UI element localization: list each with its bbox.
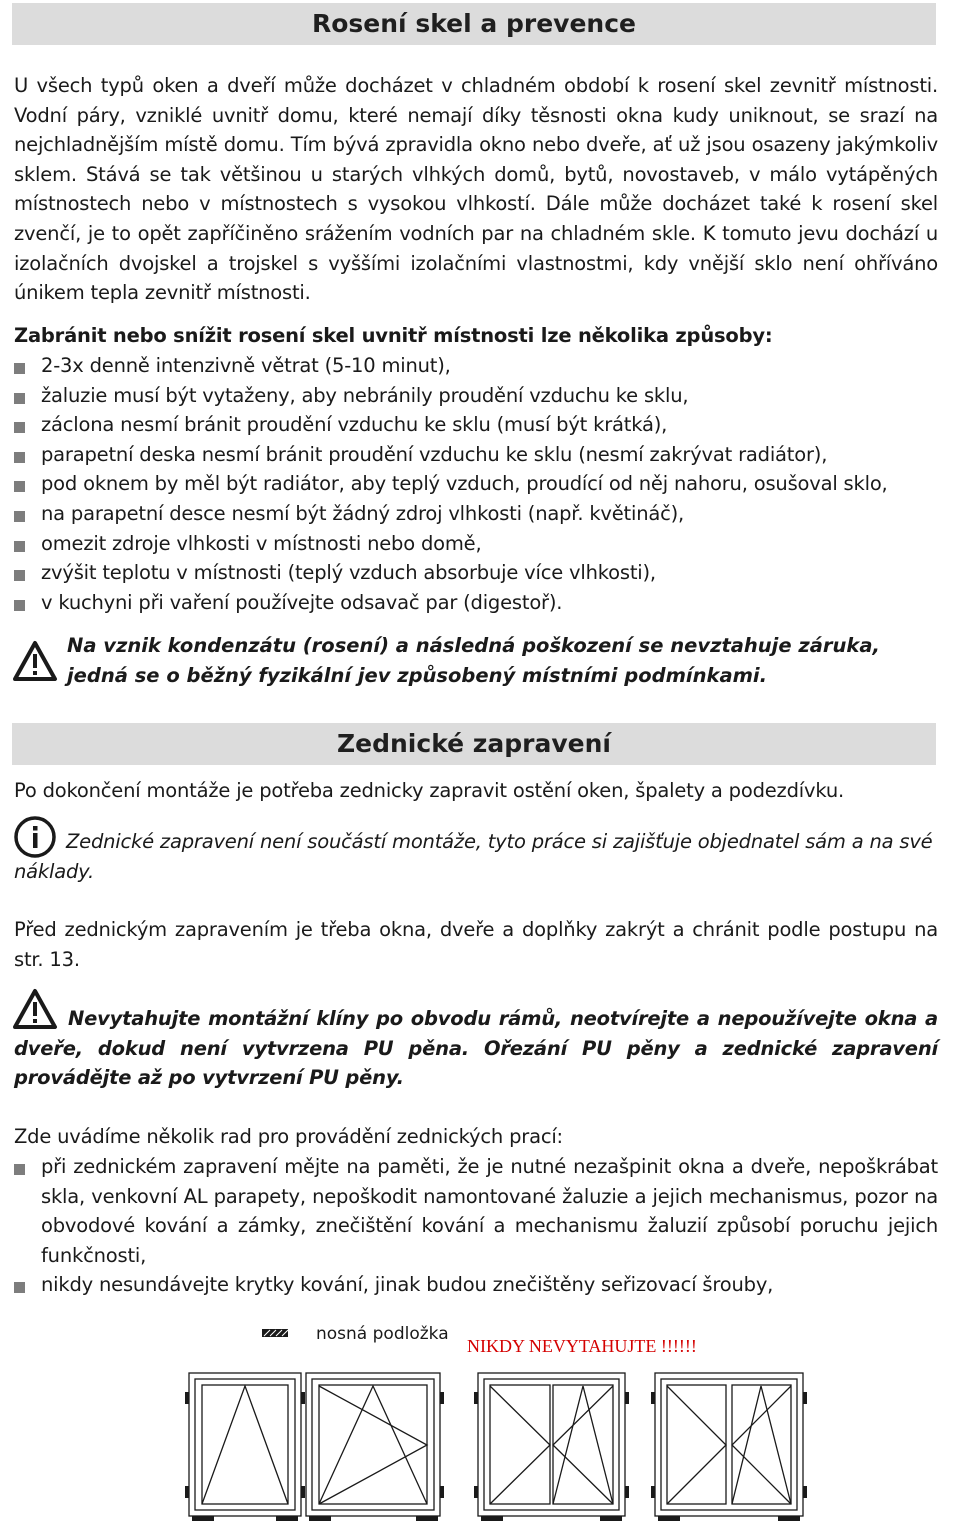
warranty-warning-line2: jedná se o běžný fyzikální jev způsobený místními podmínkami. — [67, 664, 768, 687]
finishing-intro: Po dokončení montáže je potřeba zednicky zapravit ostění oken, špalety a podezdívku. — [14, 779, 844, 802]
condensation-intro: U všech typů oken a dveří může docházet v chladném období k rosení skel zevnitř místnosti. Vodní páry, vzniklé uvnitř domu, které nemají díky těsnosti okna kudy uniknout, se srazí na nejchladnějším místě domu. Tím bývá zpravidla okno nebo dveře, ať už jsou osazeny jakýmkoliv sklem. Stává se tak většinou u starých vlhkých domů, bytů, novostaveb, v málo vytápěných místnostech nebo v místnostech s vysokou vlhkostí. Dále může docházet také k rosení skel zvenčí, je to opět zapříčiněno srážením vodních par na chladném skle. K tomuto jevu dochází u izolačních dvojskel a trojskel s vyššími izolačními vlastnostmi, kdy vnější sklo není ohříváno únikem tepla zevnitř místnosti. — [14, 74, 938, 305]
list-item: 2-3x denně intenzivně větrat (5-10 minut), — [14, 351, 938, 381]
window-diagram-tilt — [189, 1373, 301, 1516]
list-item: omezit zdroje vlhkosti v místnosti nebo domě, — [14, 529, 938, 559]
finishing-info-note: Zednické zapravení není součástí montáže, tyto práce si zajišťuje objednatel sám a na své náklady. — [14, 830, 933, 883]
prevention-heading: Zabránit nebo snížit rosení skel uvnitř místnosti lze několika způsoby: — [14, 324, 773, 347]
warning-icon — [12, 640, 58, 682]
prevention-list — [14, 351, 938, 617]
warranty-warning-line1: Na vznik kondenzátu (rosení) a následná poškození se nevztahuje záruka, — [67, 634, 880, 657]
list-item: v kuchyni při vaření používejte odsavač par (digestoř). — [14, 588, 938, 618]
finishing-protect-note: Před zednickým zapravením je třeba okna, dveře a doplňky zakrýt a chránit podle postupu na str. 13. — [14, 918, 938, 971]
list-item: zvýšit teplotu v místnosti (teplý vzduch absorbuje více vlhkosti), — [14, 558, 938, 588]
never-remove-note: NIKDY NEVYTAHUJTE !!!!!! — [467, 1336, 697, 1356]
list-item: při zednickém zapravení mějte na paměti, že je nutné nezašpinit okna a dveře, nepoškrábat skla, venkovní AL parapety, nepoškodit namontované žaluzie a jejich mechanismus, pozor na obvodové kování a zámky, znečištění kování a mechanismu žaluzií způsobí poruchu jejich funkčnosti, — [14, 1152, 938, 1270]
list-item: na parapetní desce nesmí být žádný zdroj vlhkosti (např. květináč), — [14, 499, 938, 529]
support-pad-legend-icon — [262, 1328, 288, 1338]
window-diagrams — [180, 1366, 830, 1522]
support-pad-legend-label: nosná podložka — [316, 1324, 449, 1344]
window-diagram-tilt-turn — [306, 1373, 440, 1516]
tips-heading: Zde uvádíme několik rad pro provádění zednických prací: — [14, 1125, 563, 1148]
list-item: žaluzie musí být vytaženy, aby nebránily proudění vzduchu ke sklu, — [14, 381, 938, 411]
list-item: nikdy nesundávejte krytky kování, jinak budou znečištěny seřizovací šrouby, — [14, 1270, 938, 1300]
window-diagram-double-post — [655, 1373, 803, 1516]
section-title-finishing: Zednické zapravení — [12, 723, 936, 765]
tips-list — [14, 1152, 938, 1300]
section-title-condensation: Rosení skel a prevence — [12, 3, 936, 45]
pu-foam-warning: Nevytahujte montážní klíny po obvodu rámů, neotvírejte a nepoužívejte okna a dveře, dokud není vytvrzena PU pěna. Ořezání PU pěny a zednické zapravení provádějte až po vytvrzení PU pěny. — [14, 1007, 938, 1090]
list-item: pod oknem by měl být radiátor, aby teplý vzduch, proudící od něj nahoru, osušoval sklo, — [14, 469, 938, 499]
list-item: parapetní deska nesmí bránit proudění vzduchu ke sklu (nesmí zakrývat radiátor), — [14, 440, 938, 470]
window-diagram-double — [478, 1373, 625, 1516]
list-item: záclona nesmí bránit proudění vzduchu ke sklu (musí být krátká), — [14, 410, 938, 440]
